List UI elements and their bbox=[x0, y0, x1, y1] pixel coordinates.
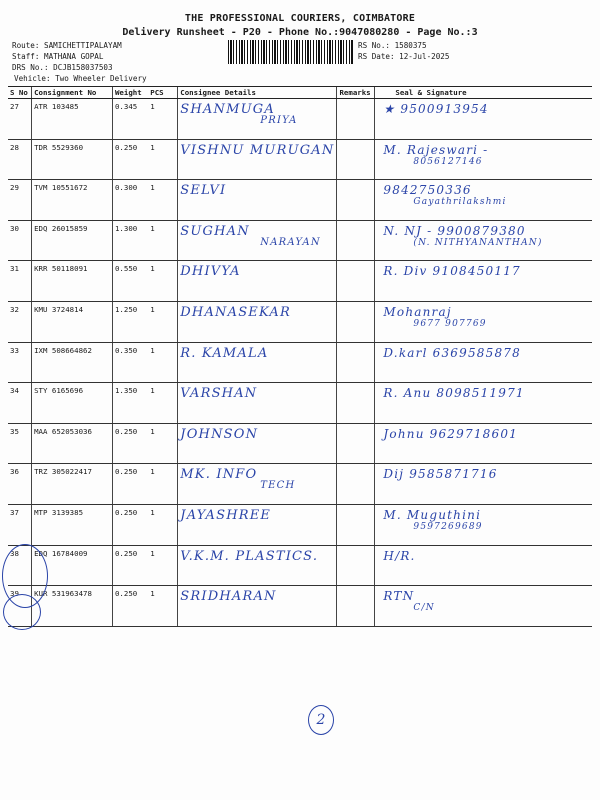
handwritten-consignee-name: VARSHAN bbox=[180, 386, 258, 402]
handwritten-signature-line2: 9677 907769 bbox=[413, 318, 487, 329]
col-header-signature: Seal & Signature bbox=[375, 87, 592, 99]
cell-pcs: 1 bbox=[148, 504, 178, 545]
cell-signature bbox=[375, 342, 592, 383]
handwritten-signature: Mohanraj bbox=[383, 304, 452, 319]
cell-sno: 32 bbox=[8, 301, 32, 342]
cell-sno: 27 bbox=[8, 99, 32, 140]
cell-pcs: 1 bbox=[148, 383, 178, 424]
handwritten-consignee-name: R. KAMALA bbox=[180, 345, 269, 361]
cell-signature bbox=[375, 261, 592, 302]
cell-consignment: EDQ 26015859 bbox=[32, 220, 113, 261]
handwritten-signature: D.karl 6369585878 bbox=[383, 345, 521, 360]
cell-consignee bbox=[178, 99, 337, 140]
cell-pcs: 1 bbox=[148, 545, 178, 586]
table-row bbox=[8, 301, 592, 342]
barcode-image bbox=[228, 40, 353, 64]
cell-consignment: ATR 103485 bbox=[32, 99, 113, 140]
table-row bbox=[8, 545, 592, 586]
route-label: Route: SAMICHETTIPALAYAM bbox=[12, 41, 122, 50]
handwritten-signature-line2: 8056127146 bbox=[413, 156, 483, 167]
col-header-pcs: PCS bbox=[148, 87, 178, 99]
col-header-consignee: Consignee Details bbox=[178, 87, 337, 99]
cell-signature bbox=[375, 383, 592, 424]
cell-signature bbox=[375, 423, 592, 464]
cell-consignee bbox=[178, 180, 337, 221]
table-row bbox=[8, 180, 592, 221]
cell-remarks bbox=[337, 220, 375, 261]
handwritten-consignee-name: MK. INFO bbox=[180, 467, 258, 483]
cell-sno: 37 bbox=[8, 504, 32, 545]
cell-consignee bbox=[178, 383, 337, 424]
handwritten-consignee-name: JAYASHREE bbox=[180, 507, 272, 523]
cell-signature bbox=[375, 220, 592, 261]
cell-consignee bbox=[178, 342, 337, 383]
handwritten-signature-line2: (N. NITHYANANTHAN) bbox=[413, 237, 543, 248]
table-row bbox=[8, 504, 592, 545]
cell-pcs: 1 bbox=[148, 180, 178, 221]
table-row bbox=[8, 139, 592, 180]
cell-sno: 38 bbox=[8, 545, 32, 586]
cell-remarks bbox=[337, 99, 375, 140]
rs-date: RS Date: 12-Jul-2025 bbox=[358, 52, 450, 61]
cell-consignee bbox=[178, 139, 337, 180]
cell-weight: 0.300 bbox=[112, 180, 148, 221]
cell-weight: 0.250 bbox=[112, 423, 148, 464]
handwritten-consignee-name: SELVI bbox=[180, 183, 227, 199]
pen-circle-mark bbox=[3, 594, 41, 630]
cell-sno: 28 bbox=[8, 139, 32, 180]
cell-sno: 31 bbox=[8, 261, 32, 302]
cell-remarks bbox=[337, 180, 375, 221]
cell-weight: 0.250 bbox=[112, 545, 148, 586]
table-row bbox=[8, 464, 592, 505]
cell-weight: 1.250 bbox=[112, 301, 148, 342]
company-title: THE PROFESSIONAL COURIERS, COIMBATORE bbox=[184, 13, 416, 24]
col-header-weight: Weight bbox=[112, 87, 148, 99]
cell-consignee bbox=[178, 220, 337, 261]
table-row bbox=[8, 342, 592, 383]
table-row bbox=[8, 586, 592, 627]
handwritten-signature-line2: 9597269689 bbox=[413, 521, 483, 532]
cell-signature bbox=[375, 99, 592, 140]
cell-signature bbox=[375, 545, 592, 586]
handwritten-signature: 9842750336 bbox=[383, 183, 472, 198]
handwritten-consignee-name-line2: TECH bbox=[260, 480, 296, 492]
table-header-row bbox=[8, 87, 592, 99]
cell-weight: 0.345 bbox=[112, 99, 148, 140]
cell-pcs: 1 bbox=[148, 220, 178, 261]
cell-consignee bbox=[178, 464, 337, 505]
cell-remarks bbox=[337, 261, 375, 302]
handwritten-signature: RTN bbox=[383, 589, 415, 604]
handwritten-consignee-name: VISHNU MURUGAN bbox=[180, 142, 335, 158]
cell-consignee bbox=[178, 423, 337, 464]
cell-signature bbox=[375, 464, 592, 505]
cell-consignment: KRR 50118091 bbox=[32, 261, 113, 302]
cell-remarks bbox=[337, 423, 375, 464]
handwritten-consignee-name: SRIDHARAN bbox=[180, 589, 277, 605]
cell-consignee bbox=[178, 504, 337, 545]
col-header-sno: S No bbox=[8, 87, 32, 99]
cell-weight: 1.350 bbox=[112, 383, 148, 424]
table-row bbox=[8, 220, 592, 261]
cell-remarks bbox=[337, 301, 375, 342]
handwritten-consignee-name: SHANMUGA bbox=[180, 102, 275, 117]
handwritten-signature-line2: C/N bbox=[413, 603, 435, 614]
cell-weight: 0.250 bbox=[112, 139, 148, 180]
cell-weight: 1.300 bbox=[112, 220, 148, 261]
handwritten-signature: ★ 9500913954 bbox=[383, 102, 489, 116]
table-row bbox=[8, 383, 592, 424]
handwritten-consignee-name-line2: NARAYAN bbox=[260, 236, 321, 248]
cell-pcs: 1 bbox=[148, 99, 178, 140]
table-row bbox=[8, 423, 592, 464]
cell-consignment: EDQ 16784009 bbox=[32, 545, 113, 586]
handwritten-consignee-name: DHANASEKAR bbox=[180, 304, 291, 320]
handwritten-signature: Dij 9585871716 bbox=[383, 467, 498, 482]
cell-remarks bbox=[337, 342, 375, 383]
cell-sno: 36 bbox=[8, 464, 32, 505]
cell-sno: 35 bbox=[8, 423, 32, 464]
handwritten-consignee-name-line2: PRIYA bbox=[260, 115, 298, 126]
cell-consignee bbox=[178, 261, 337, 302]
cell-remarks bbox=[337, 464, 375, 505]
cell-consignment: TDR 5529360 bbox=[32, 139, 113, 180]
handwritten-signature: H/R. bbox=[383, 548, 416, 563]
cell-remarks bbox=[337, 504, 375, 545]
handwritten-signature: M. Muguthini bbox=[383, 507, 482, 522]
cell-weight: 0.550 bbox=[112, 261, 148, 302]
cell-remarks bbox=[337, 586, 375, 627]
handwritten-consignee-name: JOHNSON bbox=[180, 426, 259, 442]
cell-remarks bbox=[337, 383, 375, 424]
handwritten-signature: Johnu 9629718601 bbox=[383, 426, 518, 441]
cell-consignment: MTP 3139385 bbox=[32, 504, 113, 545]
cell-consignee bbox=[178, 586, 337, 627]
cell-consignment: TRZ 305022417 bbox=[32, 464, 113, 505]
cell-consignee bbox=[178, 545, 337, 586]
cell-signature bbox=[375, 180, 592, 221]
col-header-consignment: Consignment No bbox=[32, 87, 113, 99]
handwritten-signature: R. Div 9108450117 bbox=[383, 264, 521, 279]
cell-consignment: STY 6165696 bbox=[32, 383, 113, 424]
handwritten-consignee-name: V.K.M. PLASTICS. bbox=[180, 548, 319, 564]
cell-pcs: 1 bbox=[148, 139, 178, 180]
cell-sno: 33 bbox=[8, 342, 32, 383]
handwritten-signature: M. Rajeswari - bbox=[383, 142, 489, 157]
cell-consignment: IXM 508664862 bbox=[32, 342, 113, 383]
cell-signature bbox=[375, 301, 592, 342]
drs-label: DRS No.: DCJB158037503 bbox=[12, 63, 113, 72]
cell-remarks bbox=[337, 139, 375, 180]
cell-weight: 0.350 bbox=[112, 342, 148, 383]
cell-consignment: MAA 652053036 bbox=[32, 423, 113, 464]
cell-remarks bbox=[337, 545, 375, 586]
handwritten-signature: N. NJ - 9900879380 bbox=[383, 223, 526, 238]
cell-signature bbox=[375, 504, 592, 545]
runsheet-table bbox=[8, 86, 592, 627]
handwritten-signature-line2: Gayathrilakshmi bbox=[413, 197, 507, 208]
cell-sno: 29 bbox=[8, 180, 32, 221]
table-row bbox=[8, 99, 592, 140]
cell-pcs: 1 bbox=[148, 261, 178, 302]
cell-consignment: TVM 10551672 bbox=[32, 180, 113, 221]
cell-consignment: KMU 3724814 bbox=[32, 301, 113, 342]
rs-number: RS No.: 1580375 bbox=[358, 41, 427, 50]
cell-pcs: 1 bbox=[148, 423, 178, 464]
runsheet-subtitle: Delivery Runsheet - P20 - Phone No.:9047080280 - Page No.:3 bbox=[122, 27, 478, 38]
vehicle-label: Vehicle: Two Wheeler Delivery bbox=[14, 74, 147, 83]
handwritten-consignee-name: DHIVYA bbox=[180, 264, 241, 280]
cell-signature bbox=[375, 586, 592, 627]
col-header-remarks: Remarks bbox=[337, 87, 375, 99]
cell-consignee bbox=[178, 301, 337, 342]
handwritten-page-number: 2 bbox=[308, 705, 334, 735]
cell-pcs: 1 bbox=[148, 342, 178, 383]
staff-label: Staff: MATHANA GOPAL bbox=[12, 52, 104, 61]
cell-pcs: 1 bbox=[148, 301, 178, 342]
cell-sno: 39 bbox=[8, 586, 32, 627]
table-row bbox=[8, 261, 592, 302]
cell-pcs: 1 bbox=[148, 586, 178, 627]
cell-sno: 30 bbox=[8, 220, 32, 261]
cell-sno: 34 bbox=[8, 383, 32, 424]
handwritten-signature: R. Anu 8098511971 bbox=[383, 386, 525, 401]
cell-weight: 0.250 bbox=[112, 504, 148, 545]
cell-weight: 0.250 bbox=[112, 464, 148, 505]
handwritten-consignee-name: SUGHAN bbox=[180, 223, 250, 239]
cell-consignment: KUR 531963478 bbox=[32, 586, 113, 627]
cell-signature bbox=[375, 139, 592, 180]
cell-pcs: 1 bbox=[148, 464, 178, 505]
cell-weight: 0.250 bbox=[112, 586, 148, 627]
